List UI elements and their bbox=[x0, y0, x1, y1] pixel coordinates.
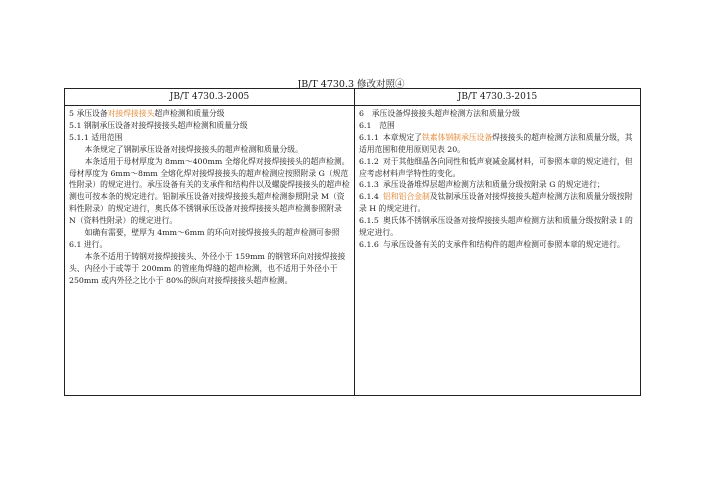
clause-text: 及钛制承压设备对接焊接接头超声检测方法和质量分级按附录 H 的规定进行。 bbox=[359, 192, 633, 214]
table-header-row bbox=[65, 89, 641, 106]
clause-6-1-5 bbox=[359, 215, 636, 239]
section-6-heading: 6 承压设备焊接接头超声检测方法和质量分级 bbox=[359, 109, 520, 118]
heading-text: 5 承压设备 bbox=[69, 109, 108, 118]
paragraph-thin-wall: 如确有需要，壁厚为 4mm～6mm 的环向对接焊接接头的超声检测可参照 6.1 进行。 bbox=[69, 228, 340, 249]
clause-number: 6.1.1 bbox=[359, 132, 379, 142]
clause-text: 承压设备堆焊层超声检测方法和质量分级按附录 G 的规定进行； bbox=[383, 180, 605, 190]
highlight-changed-text: 铁素体钢制承压设备 bbox=[421, 132, 493, 142]
clause-6-1-3 bbox=[359, 179, 636, 191]
clause-6-1-4 bbox=[359, 191, 636, 215]
left-cell-2005 bbox=[65, 106, 355, 396]
heading-text: 超声检测和质量分级 bbox=[154, 109, 225, 118]
highlight-changed-text: 对接焊接接头 bbox=[107, 109, 155, 118]
section-5-1-1-heading: 5.1.1 适用范围 bbox=[69, 132, 123, 142]
comparison-table bbox=[64, 88, 641, 396]
clause-text: 与承压设备有关的支承件和结构件的超声检测可参照本章的规定进行。 bbox=[383, 239, 625, 249]
clause-6-1-2 bbox=[359, 156, 636, 180]
clause-6-1-1 bbox=[359, 132, 636, 156]
clause-number: 6.1.5 bbox=[359, 216, 379, 226]
clause-text: 奥氏体不锈钢承压设备对接焊接接头超声检测方法和质量分级按附录 I 的规定进行。 bbox=[359, 216, 633, 238]
clause-number: 6.1.4 bbox=[359, 192, 379, 202]
clause-text: 对于其他细晶各向同性和低声衰减金属材料，可参照本章的规定进行，但应考虑材料声学特性的变化。 bbox=[359, 156, 633, 178]
page-title: JB/T 4730.3 修改对照④ bbox=[297, 79, 405, 90]
clause-text: 焊接接头的超声检测方法和质量分级，其适用范围和使用原则见表 20。 bbox=[359, 132, 633, 154]
right-column-header: JB/T 4730.3-2015 bbox=[355, 89, 641, 106]
section-5-1-heading: 5.1 钢制承压设备对接焊接接头超声检测和质量分级 bbox=[69, 120, 248, 130]
right-cell-2015 bbox=[355, 106, 641, 396]
section-5-heading bbox=[69, 108, 350, 120]
clause-text: 本章规定了 bbox=[383, 132, 422, 142]
clause-number: 6.1.2 bbox=[359, 156, 379, 166]
clause-6-1-6 bbox=[359, 239, 636, 251]
section-6-1-heading: 6.1 范围 bbox=[359, 120, 395, 130]
left-column-header: JB/T 4730.3-2005 bbox=[65, 89, 355, 106]
paragraph-applicability: 本条适用于母材厚度为 8mm～400mm 全熔化焊对接焊接接头的超声检测。母材厚度为 6mm～8mm 全熔化焊对接焊接接头的超声检测应按照附录 G（规范性附录）的规定进行。承压设备有关的支承件和结构件以及螺旋焊接接头的超声检测也可按本条的规定进行。铝制承压设备对接焊接接头超声检测参照附录 M（资料性附录）的规定进行，奥氏体不锈钢承压设备对接焊接接头超声检测参照附录 N（资料性附录）的规定进行。 bbox=[69, 156, 350, 226]
clause-number: 6.1.6 bbox=[359, 239, 379, 249]
paragraph-scope: 本条规定了钢制承压设备对接焊接接头的超声检测和质量分级。 bbox=[84, 144, 303, 154]
highlight-changed-text: 铝和铝合金制 bbox=[383, 192, 430, 202]
table-body-row bbox=[65, 106, 641, 396]
paragraph-exclusions: 本条不适用于铸钢对接焊接接头、外径小于 159mm 的钢管环向对接焊接接头、内径小于或等于 200mm 的管座角焊缝的超声检测，也不适用于外径小于 250mm 或内外径之比小于 80%的纵向对接焊接接头超声检测。 bbox=[69, 251, 346, 285]
clause-number: 6.1.3 bbox=[359, 180, 379, 190]
